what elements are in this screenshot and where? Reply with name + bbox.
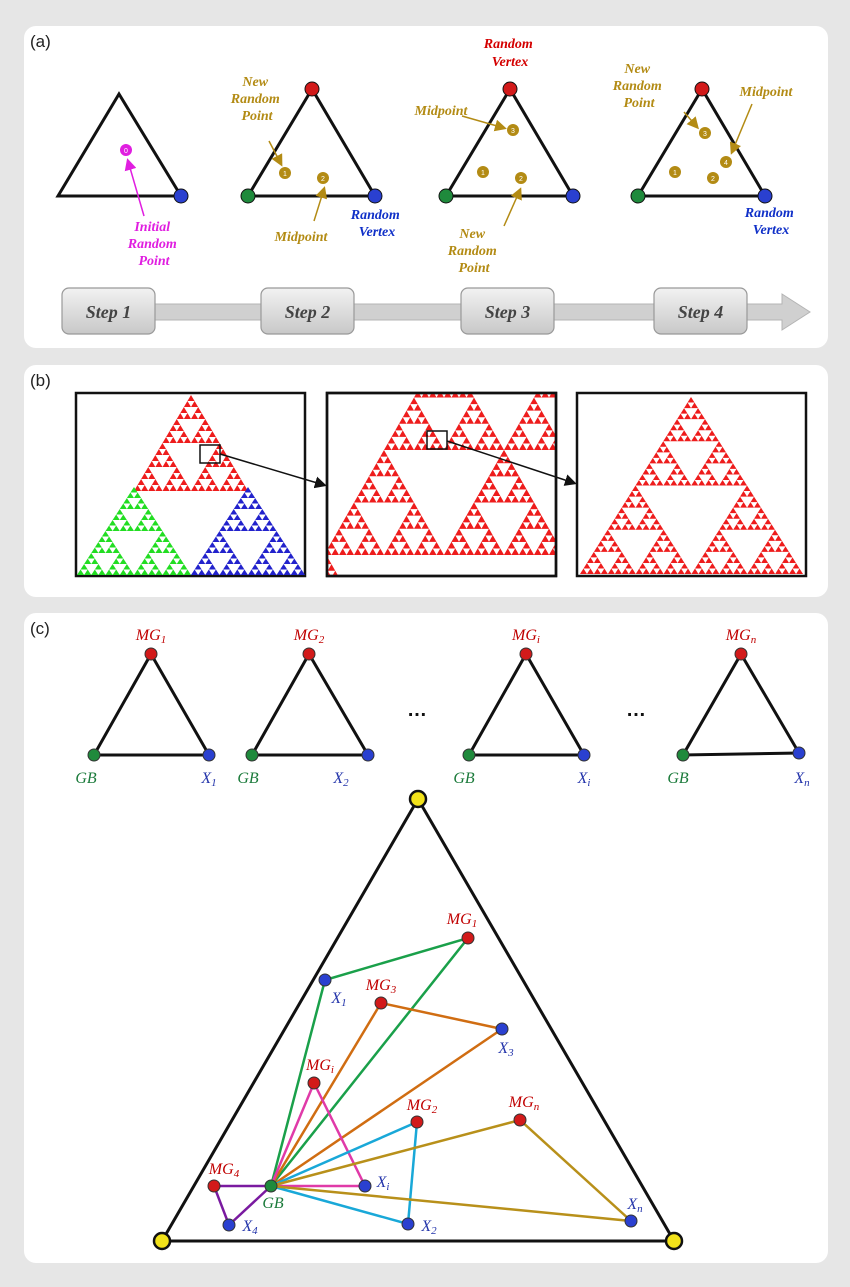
small-triangle-i	[453, 627, 590, 789]
step-3-label: Step 3	[484, 302, 531, 322]
new-random-point-label: New Random Point	[230, 75, 280, 124]
big-gb-label: GB	[262, 1195, 284, 1212]
mixture-lines	[214, 938, 631, 1225]
point-4-number: 4	[724, 160, 728, 167]
mgi-label: MGi	[512, 627, 540, 646]
mg1-label: MG1	[135, 627, 167, 646]
big-mg2-label: MG2	[406, 1097, 438, 1116]
small-triangle-2	[237, 627, 374, 789]
point-2-number: 2	[711, 176, 715, 183]
point-1-number: 1	[283, 171, 287, 178]
step3-triangle	[414, 37, 580, 276]
midpoint-label: Midpoint	[414, 104, 468, 119]
random-vertex-label: Random Vertex	[483, 37, 533, 70]
panel-b	[24, 365, 828, 597]
random-vertex-label: Random Vertex	[744, 206, 794, 238]
big-mg4-label: MG4	[208, 1161, 240, 1180]
big-x2-label: X2	[421, 1218, 437, 1237]
sierpinski-zoom-diagram	[24, 365, 828, 597]
big-mg3-label: MG3	[365, 977, 397, 996]
point-1-number: 1	[673, 170, 677, 177]
x1-label: X1	[201, 770, 217, 789]
step-4-box	[654, 288, 747, 334]
step-2-label: Step 2	[284, 302, 331, 322]
panel-a-label: (a)	[30, 32, 51, 51]
gb-label: GB	[667, 770, 689, 787]
xn-label: Xn	[794, 770, 810, 789]
gb-label: GB	[453, 770, 475, 787]
step-1-box	[62, 288, 155, 334]
sierpinski-box-3	[577, 393, 806, 576]
small-triangle-n	[667, 627, 810, 789]
new-random-point-label: New Random Point	[447, 227, 497, 276]
mixture-points	[208, 932, 637, 1231]
step2-triangle	[230, 75, 404, 245]
big-x1-label: X1	[331, 990, 347, 1009]
gb-label: GB	[75, 770, 97, 787]
big-mgi-label: MGi	[306, 1057, 334, 1076]
midpoint-label: Midpoint	[739, 85, 793, 100]
step4-triangle	[612, 62, 798, 238]
ellipsis-1: …	[407, 699, 427, 721]
midpoint-label: Midpoint	[274, 230, 328, 245]
xi-label: Xi	[577, 770, 591, 789]
small-triangle-1	[75, 627, 216, 789]
panel-b-label: (b)	[30, 371, 51, 390]
mgn-label: MGn	[725, 627, 757, 646]
new-random-point-label: New Random Point	[612, 62, 662, 111]
big-mg1-label: MG1	[446, 911, 478, 930]
step-1-label: Step 1	[85, 302, 132, 322]
point-3-number: 3	[511, 128, 515, 135]
chaos-game-steps-diagram	[24, 26, 828, 348]
point-0-number: 0	[124, 148, 128, 155]
panel-c-label: (c)	[30, 619, 50, 638]
big-x4-label: X4	[242, 1218, 258, 1237]
sierpinski-box-1	[76, 393, 305, 576]
big-x3-label: X3	[498, 1040, 514, 1059]
gb-label: GB	[237, 770, 259, 787]
step1-triangle	[58, 94, 188, 269]
random-vertex-label: Random Vertex	[350, 208, 400, 240]
panel-c	[24, 613, 828, 1263]
step-4-label: Step 4	[677, 302, 724, 322]
ellipsis-2: …	[626, 699, 646, 721]
point-2-number: 2	[321, 176, 325, 183]
x2-label: X2	[333, 770, 349, 789]
step-3-box	[461, 288, 554, 334]
point-1-number: 1	[481, 170, 485, 177]
mg2-label: MG2	[293, 627, 325, 646]
big-triangle	[154, 791, 682, 1249]
panel-a	[24, 26, 828, 348]
step-2-box	[261, 288, 354, 334]
big-xi-label: Xi	[376, 1174, 390, 1193]
ternary-mixture-diagram	[24, 613, 828, 1263]
point-3-number: 3	[703, 131, 707, 138]
big-mgn-label: MGn	[508, 1094, 540, 1113]
initial-random-point-label: Initial Random Point	[127, 220, 177, 269]
big-xn-label: Xn	[627, 1196, 643, 1215]
point-2-number: 2	[519, 176, 523, 183]
